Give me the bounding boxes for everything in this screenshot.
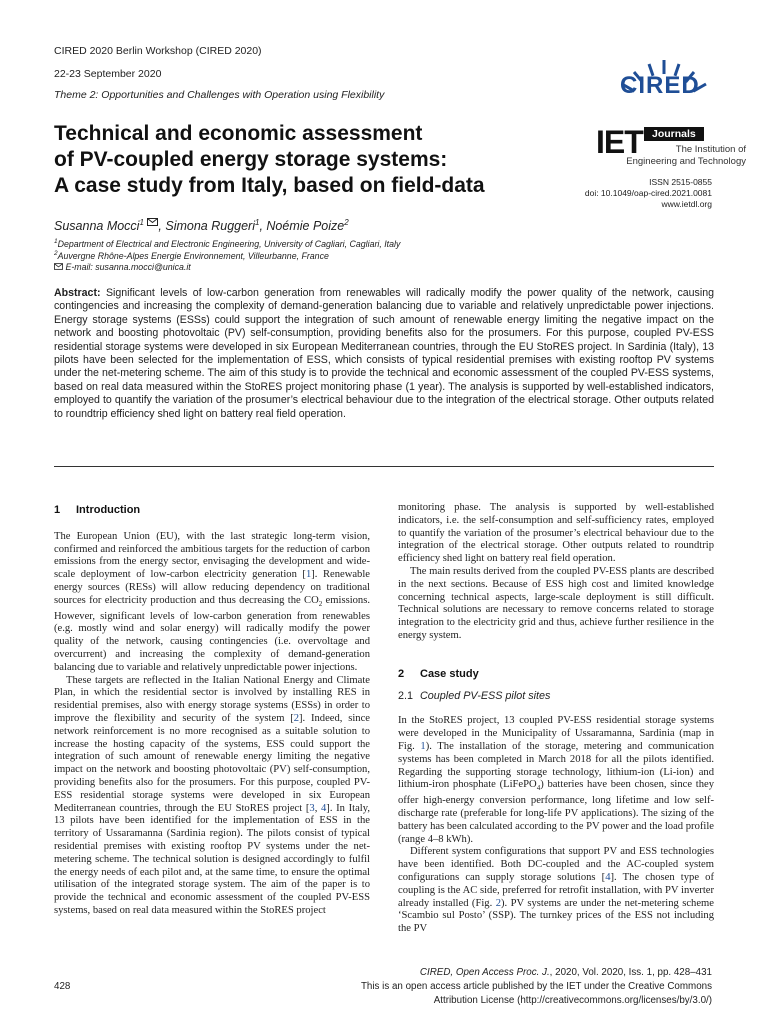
- issn-block: [585, 177, 712, 210]
- paragraph: The main results derived from the coupled PV-ESS plants are described in the next sections. Because of ESS high cost and limited knowledge concerning technical aspects, large-scale deployment is still difficult. Technical solutions are necessary to remove concerns related to storage integration to the electricity grid and thus, achieve further resilience in the energy system.: [398, 565, 714, 641]
- paragraph: Different system configurations that support PV and ESS technologies have been identified. Both DC-coupled and the AC-coupled system configurations can supply storage solutions [4]. The chosen type of coupling is the AC side, preferred for retrofit installation, with PV inverter already installed (Fig. 2). PV systems are under the net-metering scheme ‘Scambio sul Posto’ (SSP). The turnkey prices of the ESS not including the PV: [398, 846, 714, 935]
- abstract-label: Abstract:: [54, 287, 101, 299]
- corresponding-email: E-mail: susanna.mocci@unica.it: [54, 262, 191, 272]
- abstract-text: Significant levels of low-carbon generation from renewables will radically modify the power quality of the network, causing contingencies and increasing the complexity of demand-generation balancing due to variable and relatively unpredictable power injections. Energy storage systems (ESSs) could support the integration of such amount of renewable energy limiting the negative impact on the network and boosting photovoltaic (PV) self-consumption, providing benefits also for the prosumers. For this purpose, coupled PV-ESS residential storage systems were developed in six European Mediterranean countries, through the EU StoRES project. In Sardinia (Italy), 13 pilots have been selected for the implementation of ESS, which consists of typical residential premises with existing rooftop PV systems under the net-metering scheme. The aim of this study is to provide the technical and economic assessment of the coupled PV-ESS systems, based on real data measured within the StoRES project monitoring phase (1 year). The analysis is supported by well-established indicators, employed to quantify the variation of the prosumer’s electrical behaviour due to the integration of the electrical storage. Other outputs related to roundtrip efficiency shed light on battery real field operation.: [54, 287, 714, 420]
- affiliation-2: $^2$Auvergne Rhône-Alpes Energie Environnement, Villeurbanne, France: [54, 250, 329, 261]
- citation-link[interactable]: 2: [293, 713, 300, 725]
- theme-line: Theme 2: Opportunities and Challenges with Operation using Flexibility: [54, 89, 385, 101]
- journal-url[interactable]: www.ietdl.org: [661, 199, 712, 209]
- journals-badge: Journals: [644, 127, 704, 141]
- paragraph: The European Union (EU), with the last strategic long-term vision, confirmed and reinforced the ambitious targets for the reduction of carbon emissions from the energy sector, envisaging the development and wide-scale deployment of low-carbon electricity generation [1]. Renewable energy sources (RESs) will allow reducing dependency on traditional sources for electricity production and thus decreasing the $CO_2$ emissions. However, significant levels of low-carbon generation from renewables (e.g. mostly wind and solar energy) will radically modify the power quality of the network, causing contingencies (i.e. overvoltage and overcurrent) and increasing the complexity of demand-generation balancing due to variable and relatively unpredictable power injections.: [54, 530, 371, 673]
- figure-link[interactable]: 2: [495, 897, 501, 909]
- title-line: of PV-coupled energy storage systems:: [54, 148, 448, 171]
- author-name: Simona Ruggeri: [165, 219, 255, 234]
- iet-institution: The Institution of Engineering and Technology: [626, 144, 746, 167]
- section-heading: 1 Introduction: [54, 504, 141, 516]
- figure-link[interactable]: 1: [420, 740, 426, 752]
- affiliation-1: $^1$Department of Electrical and Electronic Engineering, University of Cagliari, Cagliari, Italy: [54, 238, 401, 249]
- citation-link[interactable]: 4: [605, 872, 611, 884]
- subsection-heading: 2.1 Coupled PV-ESS pilot sites: [398, 689, 551, 702]
- page-number: 428: [54, 981, 71, 992]
- author-name: Noémie Poize: [266, 219, 345, 234]
- iet-mark: IET: [596, 124, 643, 160]
- left-column: [54, 504, 370, 918]
- paragraph: monitoring phase. The analysis is supported by well-established indicators, i.e. the self-consumption and self-sufficiency rates, employed to quantify the variation of the prosumer’s electrical behaviour due to the integration of the electrical storage. Other outputs related to roundtrip efficiency shed light on battery real field operation.: [398, 502, 714, 565]
- iet-journals-logo: [596, 124, 746, 168]
- citation-link[interactable]: 1: [305, 569, 312, 581]
- right-column: [398, 502, 714, 936]
- issn: ISSN 2515-0855: [649, 177, 712, 187]
- abstract-divider: [54, 466, 714, 467]
- doi: doi: 10.1049/oap-cired.2021.0081: [584, 188, 712, 198]
- paper-title: [54, 121, 574, 199]
- workshop-date: 22-23 September 2020: [54, 68, 162, 80]
- section-heading: 2 Case study: [398, 667, 479, 680]
- title-line: A case study from Italy, based on field-data: [54, 174, 485, 197]
- cired-logo: CIRED: [620, 72, 700, 99]
- citation-link[interactable]: 3: [309, 802, 315, 814]
- paragraph: In the StoRES project, 13 coupled PV-ESS residential storage systems were developed in the Municipality of Ussaramanna, Sardinia (map in Fig. 1). The installation of the storage, metering and communication systems has been completed in March 2018 for all the pilots identified. Regarding the supporting storage technology, lithium-ion (Li-ion) and lithium-iron phosphate (LiFePO$_4$) batteries have been chosen, since they offer high-energy conversion performance, long lifetime and low self-discharge rate (preferable for long-life PV applications). The sizing of the battery has been calculated according to the PV power and the load profile (range 4–8 kWh).: [398, 715, 715, 845]
- license-line-2[interactable]: Attribution License (http://creativecommons.org/licenses/by/3.0/): [433, 995, 712, 1006]
- footer-citation: CIRED, Open Access Proc. J., 2020, Vol. 2020, Iss. 1, pp. 428–431: [419, 967, 712, 978]
- workshop-name: CIRED 2020 Berlin Workshop (CIRED 2020): [54, 45, 262, 57]
- author-list: Susanna Mocci$^1$ , Simona Ruggeri$^1$, Noémie Poize$^2$: [54, 218, 349, 234]
- email-icon: [54, 263, 63, 270]
- email-icon: [147, 218, 158, 226]
- paragraph: These targets are reflected in the Italian National Energy and Climate Plan, in which the residential sector is involved by installing RES in residential premises, also with energy storage systems (ESSs) in order to improve the flexibility and security of the system [2]. Indeed, since network reinforcement is no more recognised as a suitable solution to increase the hosting capacity of the systems, ESS could support the integration of such amount of renewable energy limiting the negative impact on the network and boosting photovoltaic (PV) self-consumption, providing benefits also for the prosumers. For this purpose, coupled PV-ESS residential storage systems were developed in six European Mediterranean countries, through the EU StoRES project [3, 4]. In Italy, 13 pilots have been identified for the implementation of ESS in the territory of Ussaramanna (Sardinia region). The pilots consist of typical residential premises with existing rooftop PV systems under the net-metering scheme. The technical solution is designed accordingly to fulfil the energy needs of each pilot and, at the same time, to ensure the optimal utilisation of the integrated storage system. The aim of the paper is to provide the technical and economic assessment of the coupled PV-ESS systems, based on real data measured within the StoRES project: [54, 674, 370, 917]
- license-line-1: This is an open access article published by the IET under the Creative Commons: [360, 981, 712, 992]
- author-name: Susanna Mocci: [54, 219, 140, 234]
- citation-link[interactable]: 4: [321, 802, 327, 814]
- title-line: Technical and economic assessment: [54, 122, 423, 145]
- abstract: [54, 287, 714, 421]
